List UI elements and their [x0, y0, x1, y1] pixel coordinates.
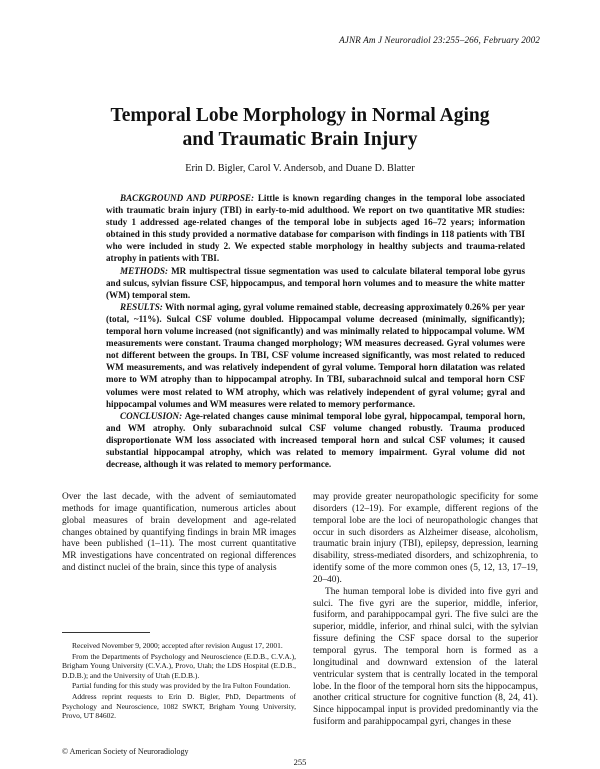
author-list: Erin D. Bigler, Carol V. Andersob, and Duane D. Blatter: [185, 163, 415, 174]
footnote-reprints: Address reprint requests to Erin D. Bigler, PhD, Departments of Psychology and Neuroscience, 1082 SWKT, Brigham Young University, Provo, UT 84602.: [62, 691, 296, 721]
methods-text: MR multispectral tissue segmentation was used to calculate bilateral temporal lobe gyrus and sulcus, sylvian fissure CSF, hippocampus, and temporal horn volumes and to measure the white matter (WM) temporal stem.: [106, 265, 525, 300]
results-text: With normal aging, gyral volume remained stable, decreasing approximately 0.26% per year (total, ~11%). Sulcal CSF volume doubled. Hippocampal volume decreased (minimally, significantly); temporal horn volume increased (not significantly) and was minimally related to hippocampal volume. WM measurements were constant. Trauma changed morphology; WM measures decreased. Gyral volumes were not different between the groups. In TBI, CSF volume increased significantly, was most related to reduced WM measurements, and was relatively independent of gyral volume. Temporal horn dilatation was related more to WM atrophy than to hippocampal atrophy. In TBI, subarachnoid sulcal and temporal horn CSF volumes were most related to WM atrophy, which was relatively independent of gyral volume; gyral and hippocampal volumes and WM measures were related to memory performance.: [106, 301, 525, 409]
abstract-methods: [106, 265, 525, 301]
journal-citation: AJNR Am J Neuroradiol 23:255–266, February 2002: [339, 35, 540, 45]
results-label: RESULTS:: [120, 301, 163, 312]
article-title: [60, 104, 540, 152]
body-paragraph: The human temporal lobe is divided into five gyri and sulci. The five gyri are the superior, middle, inferior, fusiform, and parahippocampal gyri. The five sulci are the superior, middle, inferior, and rhinal sulci, with the sylvian fissure defining the CSF space dorsal to the superior temporal gyrus. The temporal horn is formed as a longitudinal and downward extension of the lateral ventricular system that is centrally located in the temporal lobe. In the floor of the temporal horn sits the hippocampus, another critical structure for cognitive function (8, 24, 41). Since hippocampal input is provided predominantly via the fusiform and parahippocampal gyri, changes in these: [313, 586, 538, 728]
title-line-2: and Traumatic Brain Injury: [182, 129, 418, 150]
background-label: BACKGROUND AND PURPOSE:: [120, 193, 255, 203]
body-paragraph: Over the last decade, with the advent of semiautomated methods for image quantification, numerous articles about global measures of brain development and age-related changes obtained by quantifying findings in brain MR images have been published (1–11). The most current quantitative MR investigations have concentrated on regional differences and distinct nuclei of the brain, since this type of analysis: [62, 492, 296, 574]
abstract-background: [106, 192, 525, 265]
body-column-left: [62, 492, 296, 575]
background-text: Little is known regarding changes in the temporal lobe associated with traumatic brain injury (TBI) in early-to-mid adulthood. We report on two quantitative MR studies: study 1 addressed age-related changes of the temporal lobe in subjects aged 16–72 years; information obtained in this study provided a normative database for comparison with findings in 118 patients with TBI who were included in study 2. We expected stable morphology in healthy subjects and trauma-related atrophy in patients with TBI.: [106, 193, 525, 264]
copyright-notice: © American Society of Neuroradiology: [62, 747, 189, 756]
body-paragraph: may provide greater neuropathologic specificity for some disorders (12–19). For example, different regions of the temporal lobe are the loci of neuropathologic changes that occur in such disorders as Alzheimer disease, alcoholism, traumatic brain injury (TBI), epilepsy, depression, learning disability, stress-mediated disorders, and schizophrenia, to identify some of the more common ones (5, 12, 13, 17–19, 20–40).: [313, 492, 538, 585]
footnote-divider: [62, 632, 150, 633]
footnote-affiliations: From the Departments of Psychology and Neuroscience (E.D.B., C.V.A.), Brigham Young University (C.V.A.), Provo, Utah; the LDS Hospital (E.D.B., D.D.B.); and the University of Utah (E.D.B.).: [62, 651, 296, 680]
page-number: 255: [293, 757, 307, 767]
footnote-received: Received November 9, 2000; accepted after revision August 17, 2001.: [72, 641, 283, 650]
title-line-1: Temporal Lobe Morphology in Normal Aging: [110, 105, 490, 126]
body-column-right: [313, 492, 538, 729]
abstract-results: [106, 301, 525, 410]
conclusion-text: Age-related changes cause minimal temporal lobe gyral, hippocampal, temporal horn, and WM atrophy. Only subarachnoid sulcal CSF volume changed robustly. Trauma produced disproportionate WM loss associated with increased temporal horn and sulcal CSF volumes; it caused substantial hippocampal atrophy, which was related to memory impairment. Gyral volume did not decrease, although it was related to memory performance.: [106, 410, 525, 470]
methods-label: METHODS:: [120, 265, 168, 276]
footnote-funding: Partial funding for this study was provided by the Ira Fulton Foundation.: [72, 681, 291, 691]
abstract: [106, 192, 525, 470]
abstract-conclusion: [106, 410, 525, 470]
conclusion-label: CONCLUSION:: [120, 410, 183, 421]
footnotes: [62, 641, 296, 722]
